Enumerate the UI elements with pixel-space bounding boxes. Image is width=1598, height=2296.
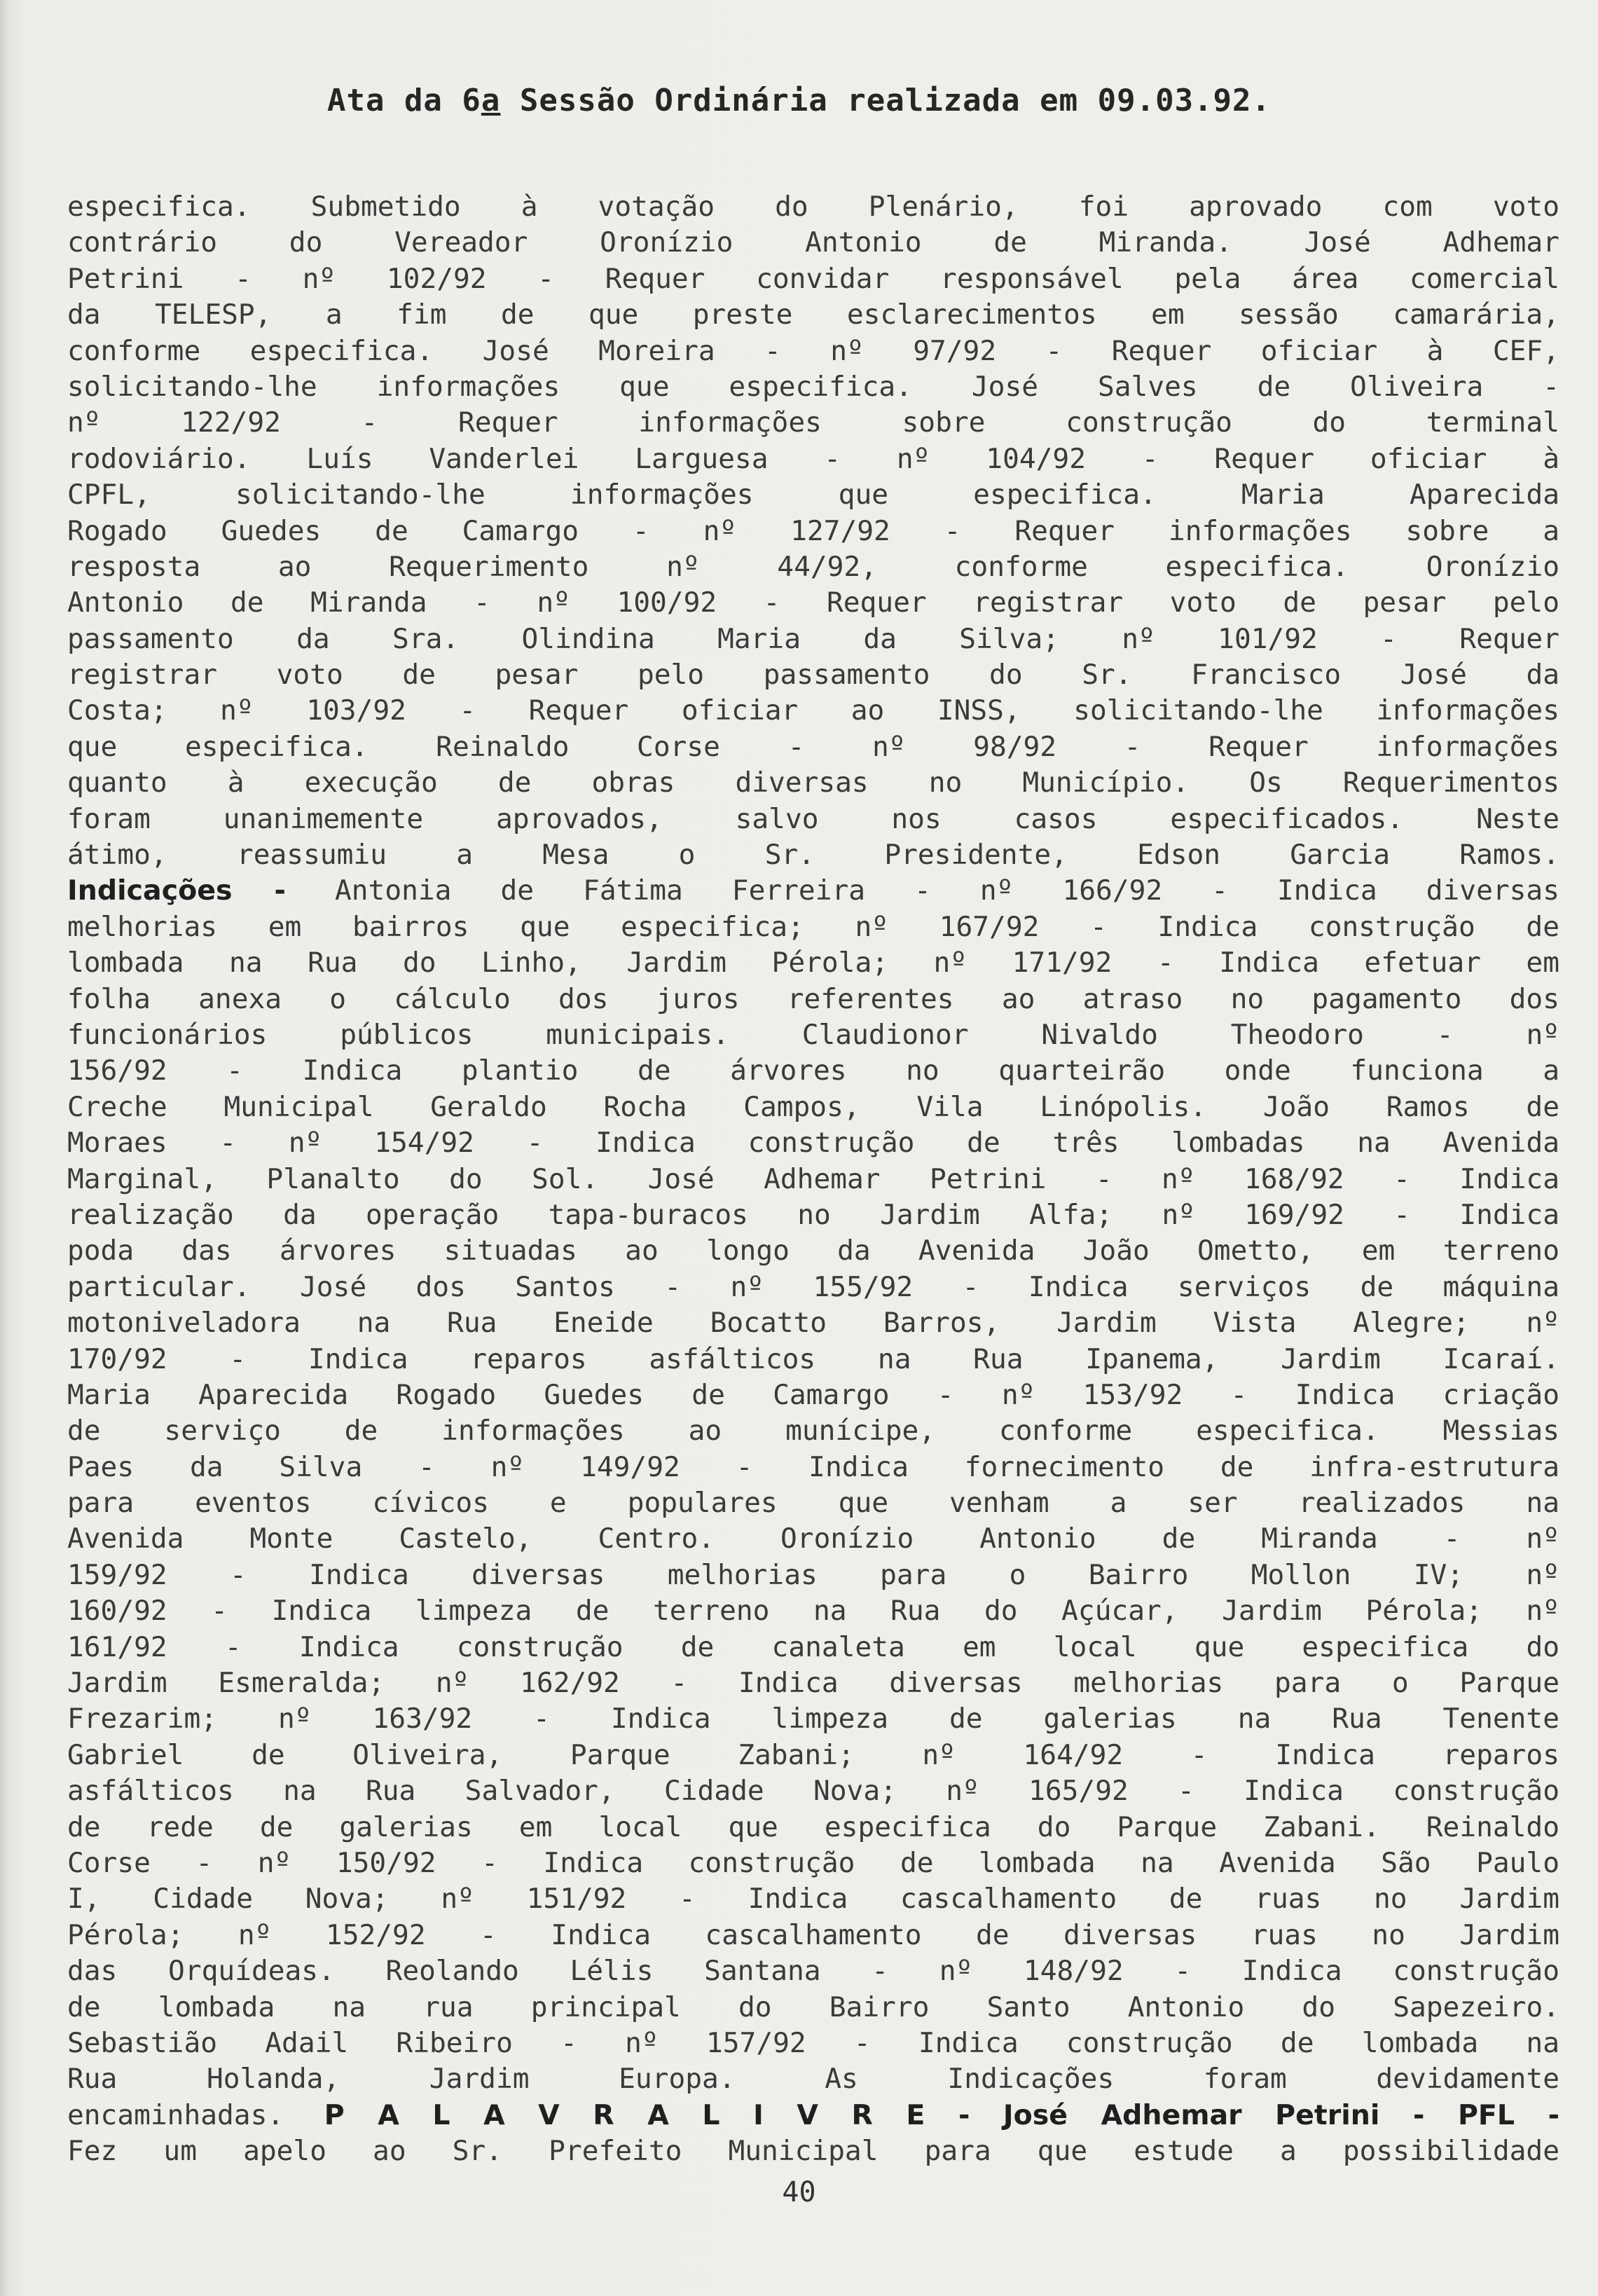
palavra-livre-heading: P A L A V R A L I V R E - José Adhemar Petrini - PFL - bbox=[324, 2098, 1559, 2131]
title-post: Sessão Ordinária realizada em 09.03.92. bbox=[500, 83, 1272, 118]
text-line: 159/92 - Indica diversas melhorias para o Bairro Mollon IV; nº bbox=[67, 1558, 1559, 1591]
text-line: especifica. Submetido à votação do Plenário, foi aprovado com voto bbox=[67, 191, 1559, 223]
text-line: folha anexa o cálculo dos juros referentes ao atraso no pagamento dos bbox=[67, 982, 1559, 1015]
page-title bbox=[0, 83, 1598, 118]
text-line: motoniveladora na Rua Eneide Bocatto Barros, Jardim Vista Alegre; nº bbox=[67, 1307, 1559, 1340]
palavra-livre-line bbox=[67, 2098, 1559, 2133]
encaminhadas-text: encaminhadas. bbox=[67, 2098, 324, 2131]
text-line: que especifica. Reinaldo Corse - nº 98/92 - Requer informações bbox=[67, 730, 1559, 763]
text-line: Sebastião Adail Ribeiro - nº 157/92 - Indica construção de lombada na bbox=[67, 2026, 1559, 2059]
text-line: solicitando-lhe informações que especifica. José Salves de Oliveira - bbox=[67, 370, 1559, 403]
text-line: poda das árvores situadas ao longo da Avenida João Ometto, em terreno bbox=[67, 1235, 1559, 1267]
text-line: particular. José dos Santos - nº 155/92 - Indica serviços de máquina bbox=[67, 1270, 1559, 1303]
text-line: de lombada na rua principal do Bairro Santo Antonio do Sapezeiro. bbox=[67, 1991, 1559, 2023]
text-line: Rua Holanda, Jardim Europa. As Indicações foram devidamente bbox=[67, 2063, 1559, 2096]
document-body bbox=[67, 189, 1559, 2169]
text-line: Fez um apelo ao Sr. Prefeito Municipal para que estude a possibilidade bbox=[67, 2135, 1559, 2168]
title-ordinal: a bbox=[481, 83, 501, 118]
text-line: 161/92 - Indica construção de canaleta em local que especifica do bbox=[67, 1630, 1559, 1663]
text-line: lombada na Rua do Linho, Jardim Pérola; nº 171/92 - Indica efetuar em bbox=[67, 947, 1559, 979]
text-line: átimo, reassumiu a Mesa o Sr. Presidente, Edson Garcia Ramos. bbox=[67, 839, 1559, 872]
text-line: melhorias em bairros que especifica; nº 167/92 - Indica construção de bbox=[67, 910, 1559, 943]
text-line: contrário do Vereador Oronízio Antonio de Miranda. José Adhemar bbox=[67, 226, 1559, 259]
text-line: para eventos cívicos e populares que venham a ser realizados na bbox=[67, 1487, 1559, 1520]
text-line: Antonio de Miranda - nº 100/92 - Requer registrar voto de pesar pelo bbox=[67, 586, 1559, 619]
text-line: Moraes - nº 154/92 - Indica construção de três lombadas na Avenida bbox=[67, 1127, 1559, 1160]
text-line: Jardim Esmeralda; nº 162/92 - Indica diversas melhorias para o Parque bbox=[67, 1667, 1559, 1700]
indicacoes-heading: Indicações - bbox=[67, 874, 286, 907]
text-line: Creche Municipal Geraldo Rocha Campos, Vila Linópolis. João Ramos de bbox=[67, 1090, 1559, 1123]
text-line: Costa; nº 103/92 - Requer oficiar ao INSS, solicitando-lhe informações bbox=[67, 694, 1559, 727]
page-number: 40 bbox=[782, 2176, 816, 2208]
text-line: quanto à execução de obras diversas no Município. Os Requerimentos bbox=[67, 767, 1559, 799]
text-line: 170/92 - Indica reparos asfálticos na Rua Ipanema, Jardim Icaraí. bbox=[67, 1342, 1559, 1375]
text-line: conforme especifica. José Moreira - nº 97/92 - Requer oficiar à CEF, bbox=[67, 334, 1559, 367]
text-line: CPFL, solicitando-lhe informações que especifica. Maria Aparecida bbox=[67, 479, 1559, 511]
text-line: passamento da Sra. Olindina Maria da Silva; nº 101/92 - Requer bbox=[67, 622, 1559, 655]
text-line: de rede de galerias em local que especifica do Parque Zabani. Reinaldo bbox=[67, 1810, 1559, 1843]
text-line: I, Cidade Nova; nº 151/92 - Indica cascalhamento de ruas no Jardim bbox=[67, 1883, 1559, 1916]
text-line: nº 122/92 - Requer informações sobre construção do terminal bbox=[67, 406, 1559, 439]
text-line: resposta ao Requerimento nº 44/92, conforme especifica. Oronízio bbox=[67, 550, 1559, 583]
text-line: Gabriel de Oliveira, Parque Zabani; nº 164/92 - Indica reparos bbox=[67, 1738, 1559, 1771]
text-line: Pérola; nº 152/92 - Indica cascalhamento de diversas ruas no Jardim bbox=[67, 1918, 1559, 1951]
text-line: Frezarim; nº 163/92 - Indica limpeza de galerias na Rua Tenente bbox=[67, 1703, 1559, 1735]
title-pre: Ata da 6 bbox=[326, 83, 481, 118]
text-line: da TELESP, a fim de que preste esclarecimentos em sessão camarária, bbox=[67, 298, 1559, 331]
text-line: funcionários públicos municipais. Claudionor Nivaldo Theodoro - nº bbox=[67, 1018, 1559, 1051]
text-line: asfálticos na Rua Salvador, Cidade Nova; nº 165/92 - Indica construção bbox=[67, 1775, 1559, 1808]
text-line: 160/92 - Indica limpeza de terreno na Rua do Açúcar, Jardim Pérola; nº bbox=[67, 1595, 1559, 1628]
text-line: realização da operação tapa-buracos no Jardim Alfa; nº 169/92 - Indica bbox=[67, 1198, 1559, 1231]
text-line: Paes da Silva - nº 149/92 - Indica fornecimento de infra-estrutura bbox=[67, 1450, 1559, 1483]
text-line: Petrini - nº 102/92 - Requer convidar responsável pela área comercial bbox=[67, 262, 1559, 295]
text-line: Maria Aparecida Rogado Guedes de Camargo - nº 153/92 - Indica criação bbox=[67, 1378, 1559, 1411]
text-line: Avenida Monte Castelo, Centro. Oronízio Antonio de Miranda - nº bbox=[67, 1522, 1559, 1555]
text-line: Corse - nº 150/92 - Indica construção de lombada na Avenida São Paulo bbox=[67, 1846, 1559, 1879]
text-line: foram unanimemente aprovados, salvo nos casos especificados. Neste bbox=[67, 802, 1559, 835]
text-line: registrar voto de pesar pelo passamento do Sr. Francisco José da bbox=[67, 659, 1559, 692]
text-line: de serviço de informações ao munícipe, conforme especifica. Messias bbox=[67, 1415, 1559, 1448]
text-line: 156/92 - Indica plantio de árvores no quarteirão onde funciona a bbox=[67, 1054, 1559, 1087]
indicacoes-text: Antonia de Fátima Ferreira - nº 166/92 - Indica diversas bbox=[285, 874, 1559, 907]
text-line: rodoviário. Luís Vanderlei Larguesa - nº 104/92 - Requer oficiar à bbox=[67, 442, 1559, 475]
indicacoes-line bbox=[67, 873, 1559, 909]
text-line: Rogado Guedes de Camargo - nº 127/92 - Requer informações sobre a bbox=[67, 514, 1559, 547]
text-line: das Orquídeas. Reolando Lélis Santana - nº 148/92 - Indica construção bbox=[67, 1955, 1559, 1988]
text-line: Marginal, Planalto do Sol. José Adhemar Petrini - nº 168/92 - Indica bbox=[67, 1162, 1559, 1195]
